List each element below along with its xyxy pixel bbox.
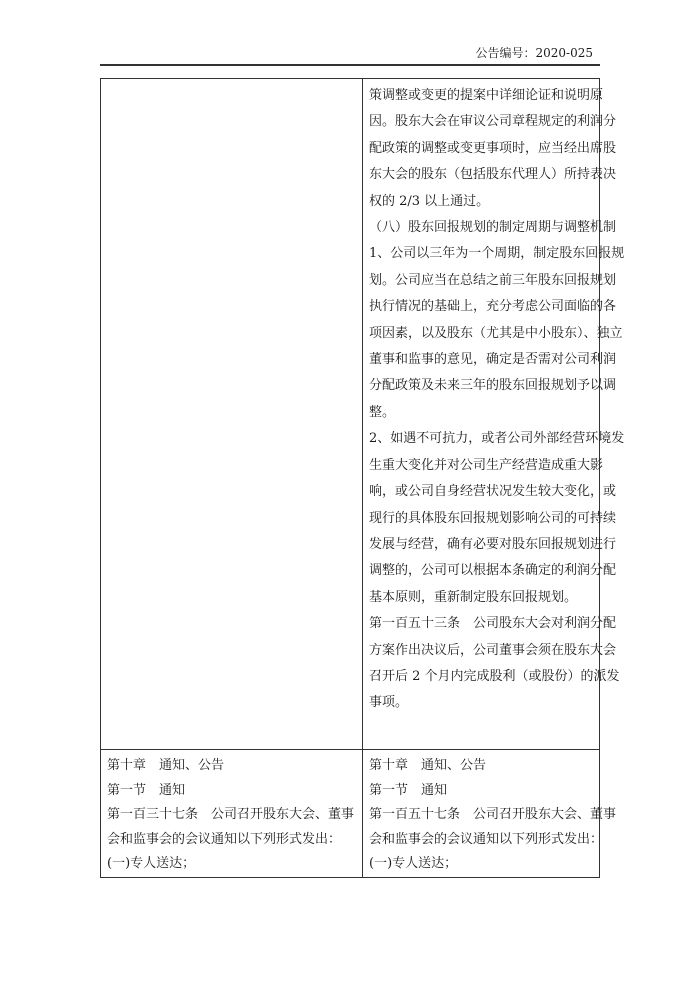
chapter-title: 第十章 通知、公告 (369, 758, 487, 773)
text-line: 执行情况的基础上，充分考虑公司面临的各 (369, 299, 617, 315)
text-line: 项因素，以及股东（尤其是中小股东）、独立 (369, 325, 623, 341)
comparison-table (100, 78, 625, 878)
text-line: 整。 (369, 404, 396, 420)
revised-text-cell (363, 79, 625, 750)
text-line: 响，或公司自身经营状况发生较大变化，或 (369, 484, 617, 500)
text-line: 因。股东大会在审议公司章程规定的利润分 (369, 114, 617, 130)
revised-text-cell (363, 750, 617, 878)
text-line: 东大会的股东（包括股东代理人）所持表决 (369, 167, 617, 183)
text-line: 第一百五十七条 公司召开股东大会、董事 (369, 807, 617, 823)
text-line: 第一百五十三条 公司股东大会对利润分配 (369, 616, 617, 632)
text-line: 基本原则，重新制定股东回报规划。 (369, 589, 578, 605)
announcement-number: 公告编号：2020-025 (475, 46, 593, 60)
text-line: 配政策的调整或变更事项时，应当经出席股 (369, 140, 617, 156)
text-line: 会和监事会的会议通知以下列形式发出： (369, 831, 604, 847)
table-row (101, 750, 600, 878)
original-text-cell (101, 79, 363, 750)
chapter-title: 第十章 通知、公告 (107, 758, 225, 773)
text-line: 方案作出决议后，公司董事会须在股东大会 (369, 642, 617, 658)
section-title: 第一节 通知 (369, 782, 448, 798)
text-line: 生重大变化并对公司生产经营造成重大影 (369, 457, 604, 473)
section-title: 第一节 通知 (107, 782, 186, 798)
text-line: 董事和监事的意见，确定是否需对公司利润 (369, 352, 617, 368)
text-line: （八）股东回报规划的制定周期与调整机制 (369, 220, 617, 236)
text-line: 权的 2/3 以上通过。 (369, 193, 490, 209)
header-divider (100, 64, 600, 66)
text-line: 发展与经营，确有必要对股东回报规划进行 (369, 536, 617, 552)
text-line: 策调整或变更的提案中详细论证和说明原 (369, 88, 604, 103)
text-line: 现行的具体股东回报规划影响公司的可持续 (369, 510, 617, 526)
text-line: (一)专人送达； (369, 856, 458, 872)
text-line: 召开后 2 个月内完成股利（或股份）的派发 (369, 668, 620, 684)
table-row (101, 79, 600, 750)
text-line: (一)专人送达； (107, 856, 196, 872)
text-line: 会和监事会的会议通知以下列形式发出： (107, 831, 342, 847)
text-line: 事项。 (369, 695, 409, 711)
text-line: 分配政策及未来三年的股东回报规划予以调 (369, 378, 617, 394)
original-text-cell (101, 750, 363, 878)
text-line: 2、如遇不可抗力，或者公司外部经营环境发 (369, 431, 625, 447)
text-line: 1、公司以三年为一个周期，制定股东回报规 (369, 246, 625, 262)
text-line: 调整的，公司可以根据本条确定的利润分配 (369, 563, 617, 579)
text-line: 第一百三十七条 公司召开股东大会、董事 (107, 807, 355, 823)
text-line: 划。公司应当在总结之前三年股东回报规划 (369, 272, 617, 288)
